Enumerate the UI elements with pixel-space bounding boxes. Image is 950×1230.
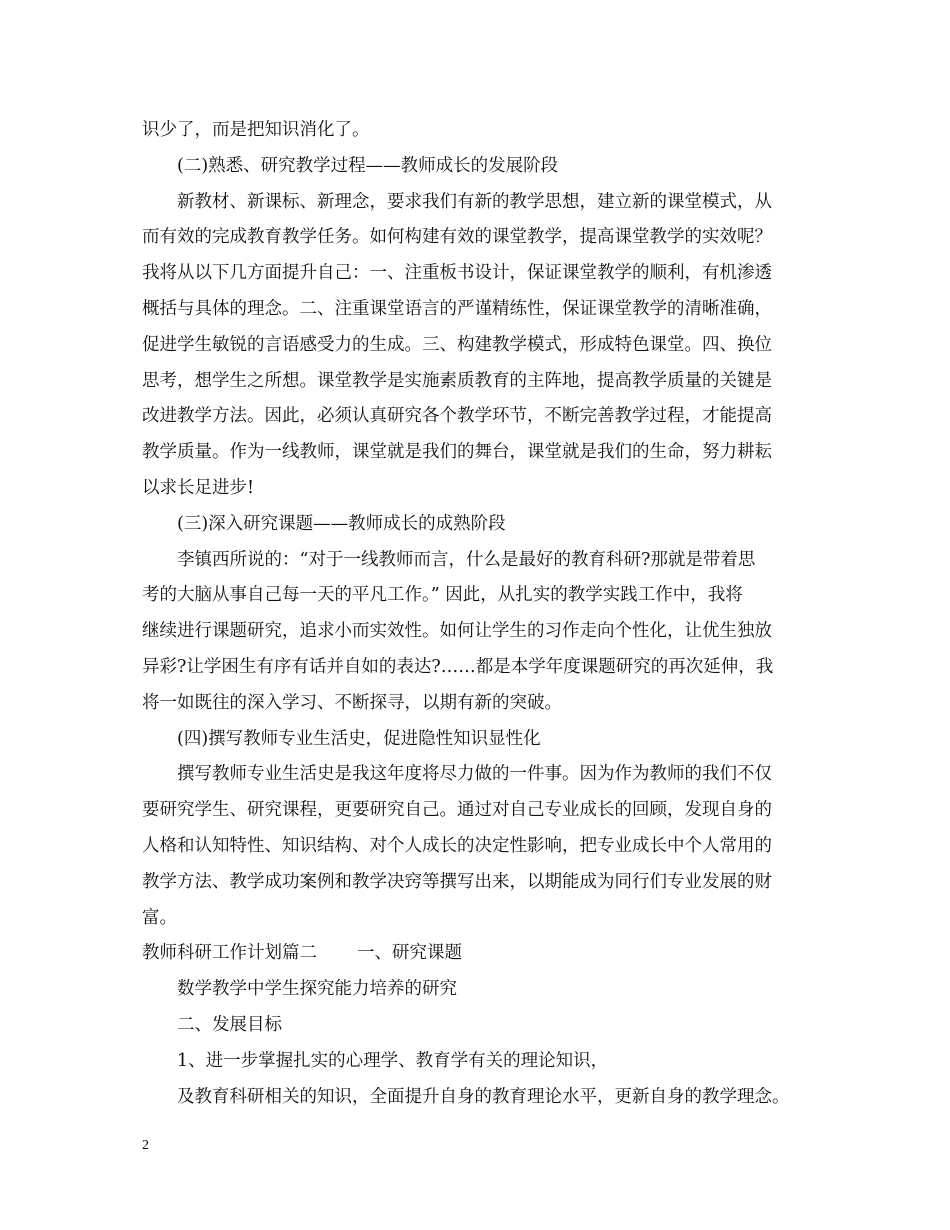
subheading: 二、发展目标 bbox=[177, 1014, 282, 1035]
section-title: 教师科研工作计划篇二 bbox=[142, 943, 317, 964]
text-line: 1、进一步掌握扎实的心理学、教育学有关的理论知识， bbox=[177, 1050, 609, 1071]
body-text bbox=[142, 113, 822, 1115]
section-heading-line bbox=[142, 936, 822, 972]
subheading: (三)深入研究课题——教师成长的成熟阶段 bbox=[177, 513, 506, 534]
subheading: (二)熟悉、研究教学过程——教师成长的发展阶段 bbox=[177, 155, 559, 176]
text-line: 及教育科研相关的知识，全面提升自身的教育理论水平，更新自身的教学理念。 bbox=[177, 1086, 790, 1107]
text-line: 考的大脑从事自己每一天的平凡工作。” 因此，从扎实的教学实践工作中，我将 bbox=[142, 585, 743, 606]
text-line: 新教材、新课标、新理念，要求我们有新的教学思想，建立新的课堂模式，从 bbox=[177, 191, 772, 212]
text-line: 教学质量。作为一线教师，课堂就是我们的舞台，课堂就是我们的生命，努力耕耘 bbox=[142, 442, 772, 463]
text-line: 而有效的完成教育教学任务。如何构建有效的课堂教学，提高课堂教学的实效呢？ bbox=[142, 227, 772, 248]
text-line: 以求长足进步! bbox=[142, 477, 255, 498]
section-first-heading: 一、研究课题 bbox=[357, 943, 462, 964]
text-line: 数学教学中学生探究能力培养的研究 bbox=[177, 979, 457, 1000]
text-line: 思考，想学生之所想。课堂教学是实施素质教育的主阵地，提高教学质量的关键是 bbox=[142, 370, 772, 391]
text-line: 富。 bbox=[142, 907, 177, 928]
text-line: 人格和认知特性、知识结构、对个人成长的决定性影响，把专业成长中个人常用的 bbox=[142, 835, 772, 856]
text-line: 撰写教师专业生活史是我这年度将尽力做的一件事。因为作为教师的我们不仅 bbox=[177, 764, 772, 785]
text-line: 改进教学方法。因此，必须认真研究各个教学环节，不断完善教学过程，才能提高 bbox=[142, 406, 772, 427]
text-line: 异彩?让学困生有序有话并自如的表达?……都是本学年度课题研究的再次延伸，我 bbox=[142, 656, 774, 677]
text-line: 要研究学生、研究课程，更要研究自己。通过对自己专业成长的回顾，发现自身的 bbox=[142, 800, 772, 821]
text-line: 继续进行课题研究，追求小而实效性。如何让学生的习作走向个性化，让优生独放 bbox=[142, 621, 772, 642]
subheading: (四)撰写教师专业生活史，促进隐性知识显性化 bbox=[177, 728, 541, 749]
text-line: 促进学生敏锐的言语感受力的生成。三、构建教学模式，形成特色课堂。四、换位 bbox=[142, 334, 772, 355]
text-line: 识少了，而是把知识消化了。 bbox=[142, 120, 370, 140]
text-line: 我将从以下几方面提升自己：一、注重板书设计，保证课堂教学的顺利，有机渗透 bbox=[142, 263, 772, 284]
text-line: 李镇西所说的：“对于一线教师而言，什么是最好的教育科研?那就是带着思 bbox=[177, 549, 756, 570]
text-line: 将一如既往的深入学习、不断探寻，以期有新的突破。 bbox=[142, 692, 562, 713]
text-line: 概括与具体的理念。二、注重课堂语言的严谨精练性，保证课堂教学的清晰准确， bbox=[142, 298, 772, 319]
text-line: 教学方法、教学成功案例和教学决窍等撰写出来，以期能成为同行们专业发展的财 bbox=[142, 871, 772, 892]
page-number: 2 bbox=[142, 1138, 149, 1153]
